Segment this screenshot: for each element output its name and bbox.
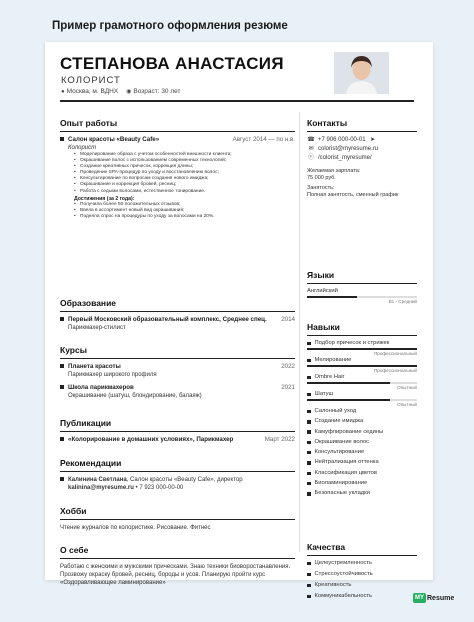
- section-publications: [60, 418, 295, 444]
- bullet-square-icon: [307, 393, 311, 397]
- bullet-square-icon: [60, 437, 64, 441]
- bullet-square-icon: [307, 461, 311, 465]
- course-name: [60, 363, 121, 371]
- skill-name: Биоламинирование: [314, 480, 368, 487]
- bullet-square-icon: [307, 441, 311, 445]
- bullet-square-icon: [307, 482, 311, 486]
- course-year: 2022: [281, 363, 295, 370]
- candidate-role: КОЛОРИСТ: [61, 75, 121, 86]
- skill-item: [307, 490, 417, 497]
- avatar: [334, 52, 389, 94]
- section-title: Курсы: [60, 345, 295, 359]
- skill-item: [307, 391, 417, 398]
- language-level-fill: [307, 296, 357, 298]
- duty-item: • Окрашивание и коррекция бровей, ресниц;: [74, 182, 295, 188]
- skill-item: [307, 449, 417, 456]
- section-title: О себе: [60, 545, 295, 559]
- section-title: Хобби: [60, 506, 295, 520]
- header-divider: [60, 100, 414, 102]
- quality-item: [307, 560, 417, 567]
- bullet-square-icon: [307, 430, 311, 434]
- bullet-square-icon: [60, 317, 64, 321]
- bullet-square-icon: [307, 451, 311, 455]
- skill-level-bar: [307, 382, 417, 384]
- language-level-bar: [307, 296, 417, 298]
- quality-name: Креативность: [314, 582, 352, 588]
- skill-level: Профессиональный: [373, 351, 417, 356]
- candidate-meta: [61, 88, 181, 95]
- skills-list: [307, 408, 417, 497]
- section-title: Качества: [307, 542, 417, 556]
- contact-email: ✉ colorist@myresume.ru: [308, 146, 379, 152]
- skill-name: Мелирование: [314, 357, 352, 363]
- skill-name: Шатуш: [314, 391, 334, 397]
- section-recommendations: [60, 458, 295, 492]
- duty-item: • Моделирование образа с учетом особенностей внешности клиента;: [74, 152, 295, 158]
- duty-item: • Проведение SPA-процедур по уходу и восстановлению волос;: [74, 170, 295, 176]
- bullet-square-icon: [307, 595, 311, 599]
- skill-level: Профессиональный: [373, 368, 417, 373]
- bullet-square-icon: [60, 364, 64, 368]
- section-experience: [60, 118, 295, 220]
- recommendation-line-1: Калинина Светлана, Салон красоты «Beauty Cafe», директор: [60, 476, 295, 484]
- skill-item: [307, 418, 417, 425]
- job-duties: [74, 152, 295, 195]
- duty-item: • Создание креативных причесок, коррекция длины;: [74, 164, 295, 170]
- achievement-item: • Получила более 50 положительных отзывов;: [74, 202, 295, 208]
- quality-item: [307, 582, 417, 589]
- job-period: Август 2014 — по н.в.: [232, 136, 295, 143]
- bullet-square-icon: [60, 477, 64, 481]
- publication-date: Март 2022: [264, 436, 295, 443]
- section-title: Контакты: [307, 118, 417, 132]
- bullet-square-icon: [307, 584, 311, 588]
- language-name: Английский: [307, 288, 338, 294]
- bullet-square-icon: [307, 573, 311, 577]
- skill-level-bar: [307, 348, 417, 350]
- skill-item: [307, 408, 417, 415]
- contact-phone: ☎ +7 906 000-00-01 ➤: [307, 137, 376, 143]
- education-school: Первый Московский образовательный комплекс, Среднее спец.: [60, 316, 267, 324]
- skill-name: Ombre Hair: [314, 374, 345, 380]
- bullet-square-icon: [307, 376, 311, 380]
- recommendation-line-2: kalinina@myresume.ru • 7 923 000-00-00: [68, 485, 184, 491]
- skill-level-bar: [307, 365, 417, 367]
- skill-name: Нейтрализация оттенка: [314, 459, 379, 466]
- phone-icon: ☎: [307, 137, 315, 143]
- job-header: [60, 136, 295, 144]
- resume-sheet: [45, 42, 433, 599]
- quality-name: Стрессоустойчивость: [314, 571, 373, 577]
- candidate-name: СТЕПАНОВА АНАСТАСИЯ: [60, 54, 284, 73]
- publication-name: «Колорирование в домашних условиях», Парикмахер: [60, 436, 233, 444]
- quality-item: [307, 571, 417, 578]
- skill-item: [307, 429, 417, 436]
- section-contacts: [307, 118, 417, 199]
- education-year: 2014: [281, 316, 295, 323]
- contact-vk: ⓥ /colorist_myresume/: [307, 155, 372, 161]
- bullet-square-icon: [307, 342, 311, 346]
- hobbies-text: Чтение журналов по колористике. Рисование. Фитнес: [60, 525, 211, 531]
- quality-name: Целеустремленность: [314, 560, 372, 566]
- vk-icon: ⓥ: [307, 155, 314, 161]
- section-languages: [307, 270, 417, 305]
- duty-item: • Работа с седыми волосами, естественное тонирование.: [74, 189, 295, 195]
- skill-name: Консультирование: [314, 449, 365, 456]
- section-qualities: [307, 542, 417, 604]
- skills-with-levels: [307, 340, 417, 408]
- skill-level-fill: [307, 382, 390, 384]
- location-pin-icon: ●: [61, 89, 65, 95]
- skill-name: Камуфлирование седины: [314, 428, 384, 435]
- bullet-square-icon: [307, 562, 311, 566]
- avatar-photo: [334, 52, 389, 94]
- course-name-text: Школа парикмахеров: [68, 384, 134, 391]
- quality-name: Коммуникабельность: [314, 593, 373, 599]
- course-year: 2021: [281, 384, 295, 391]
- person-icon: ◉: [126, 89, 132, 95]
- section-courses: [60, 345, 295, 400]
- publication-row: [60, 436, 295, 444]
- course-desc: Парикмахер широкого профиля: [68, 372, 157, 378]
- qualities-list: [307, 560, 417, 600]
- salary-value: 75 000 руб.: [307, 175, 336, 181]
- schedule-value: Полная занятость, сменный график: [307, 192, 399, 198]
- skill-level-fill: [307, 348, 417, 350]
- job-company: Салон красоты «Beauty Cafe»: [60, 136, 159, 144]
- schedule-label: Занятость:: [307, 185, 335, 191]
- skill-level: Опытный: [397, 402, 417, 407]
- section-education: [60, 298, 295, 332]
- skill-item: [307, 340, 417, 347]
- bullet-square-icon: [307, 472, 311, 476]
- duty-item: • Консультирование по вопросам создания нового имиджа;: [74, 176, 295, 182]
- job-position: Колорист: [68, 145, 97, 151]
- section-title: Опыт работы: [60, 118, 295, 132]
- quality-item: [307, 593, 417, 600]
- skill-level-fill: [307, 365, 417, 367]
- salary-label: Желаемая зарплата:: [307, 168, 361, 174]
- skill-item: [307, 439, 417, 446]
- skill-name: Салонный уход: [314, 408, 357, 414]
- mail-icon: ✉: [308, 146, 314, 152]
- section-about: [60, 545, 295, 587]
- age: ◉ Возраст: 30 лет: [126, 88, 181, 95]
- skill-level-bar: [307, 399, 417, 401]
- bullet-square-icon: [307, 410, 311, 414]
- education-specialty: Парикмахер-стилист: [68, 325, 126, 331]
- telegram-icon: ➤: [370, 137, 376, 143]
- course-name-text: Планета красоты: [68, 363, 121, 370]
- location: ● Москва, м. ВДНХ: [61, 88, 119, 95]
- section-title: Образование: [60, 298, 295, 312]
- duty-item: • Окрашивание волос с использованием современных технологий;: [74, 158, 295, 164]
- column-divider: [299, 112, 300, 552]
- skill-item: [307, 459, 417, 466]
- achievement-item: • Подняла спрос на процедуры по уходу за волосами на 20%.: [74, 214, 295, 220]
- section-title: Языки: [307, 270, 417, 284]
- section-hobbies: [60, 506, 295, 532]
- bullet-square-icon: [307, 359, 311, 363]
- bullet-square-icon: [307, 420, 311, 424]
- skill-item: [307, 374, 417, 381]
- section-title: Публикации: [60, 418, 295, 432]
- about-text: Работаю с женскими и мужскими прическами. Знаю техники биоворостанавления. Прозвожу окраску бровей, ресниц, бороды и усов. Планирую пройти курс «Оздоравливающее ламинирование»: [60, 564, 291, 586]
- course-row: [60, 363, 295, 371]
- achievement-item: • Ввела в ассортимент новый вид окрашивания;: [74, 208, 295, 214]
- skill-level-fill: [307, 399, 390, 401]
- skill-level: Опытный: [397, 385, 417, 390]
- course-row: [60, 384, 295, 392]
- skill-name: Подбор причесок и стрижек: [314, 340, 390, 346]
- page-title: Пример грамотного оформления резюме: [52, 20, 288, 32]
- skill-name: Классификация цветов: [314, 469, 377, 476]
- skill-item: [307, 480, 417, 487]
- achievements-title: Достижения (за 2 года):: [74, 195, 135, 202]
- bullet-square-icon: [60, 137, 64, 141]
- skill-name: Создание имиджа: [314, 418, 364, 425]
- skill-name: Безопасные укладки: [314, 490, 370, 497]
- education-row: [60, 316, 295, 324]
- skill-item: [307, 470, 417, 477]
- section-title: Навыки: [307, 322, 417, 336]
- skill-name: Окрашивание волос: [314, 438, 370, 445]
- course-desc: Окрашивание (шатуш, блондирование, балаяж): [68, 393, 202, 399]
- courses-list: [60, 363, 295, 400]
- skill-item: [307, 357, 417, 364]
- section-skills: [307, 322, 417, 501]
- job-achievements: [74, 202, 295, 220]
- myresume-logo: MY Resume: [415, 594, 455, 602]
- bullet-square-icon: [60, 385, 64, 389]
- section-title: Рекомендации: [60, 458, 295, 472]
- language-level: B1 - Средний: [388, 299, 417, 304]
- bullet-square-icon: [307, 492, 311, 496]
- course-name: [60, 384, 134, 392]
- languages-list: [307, 288, 417, 305]
